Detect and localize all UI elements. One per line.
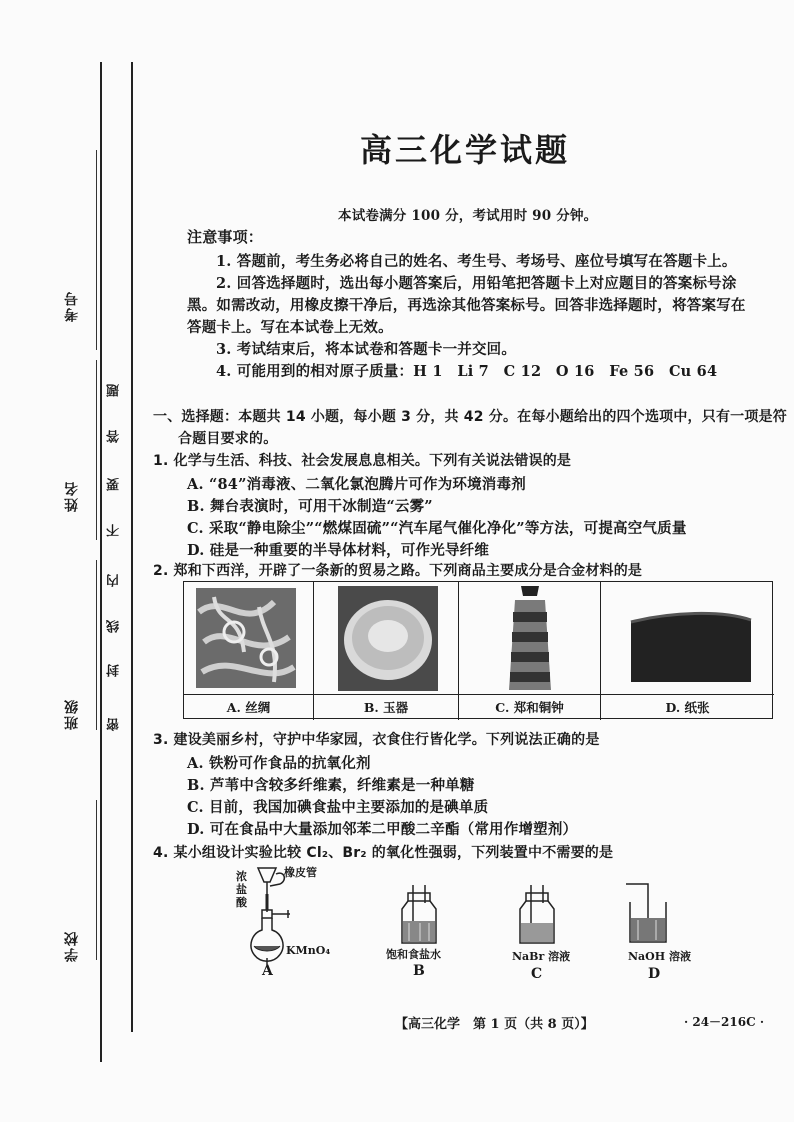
label-naoh-solution: NaOH 溶液 xyxy=(628,950,691,963)
note-2: 2. 回答选择题时，选出每小题答案后，用铅笔把答题卡上对应题目的答案标号涂 xyxy=(216,275,737,292)
jade-image xyxy=(314,582,459,695)
caption-apparatus-d: D xyxy=(648,966,661,982)
note-2-cont2: 答题卡上。写在本试卷上无效。 xyxy=(187,319,393,336)
section-heading-cont: 合题目要求的。 xyxy=(178,431,278,447)
page-title: 高三化学试题 xyxy=(359,131,570,169)
q4-stem: 4. 某小组设计实验比较 Cl₂、Br₂ 的氧化性强弱，下列装置中不需要的是 xyxy=(153,845,614,861)
exam-number-label: 考号 xyxy=(64,290,80,322)
label-kmno4: KMnO₄ xyxy=(286,944,331,957)
notes-heading: 注意事项： xyxy=(187,228,264,246)
q3-stem: 3. 建设美丽乡村，守护中华家园，衣食住行皆化学。下列说法正确的是 xyxy=(153,732,600,748)
class-underline xyxy=(96,560,97,730)
label-nabr-solution: NaBr 溶液 xyxy=(512,950,571,963)
seal-char-5: 不 xyxy=(107,524,122,537)
caption-b: B. 玉器 xyxy=(314,695,459,720)
label-conc-hcl: 浓盐酸 xyxy=(236,870,247,909)
paper-code: · 24－216C · xyxy=(684,1015,765,1029)
label-saturated-brine: 饱和食盐水 xyxy=(386,948,441,961)
q1-option-a: A. “84”消毒液、二氧化氯泡腾片可作为环境消毒剂 xyxy=(187,476,526,493)
note-3: 3. 考试结束后，将本试卷和答题卡一并交回。 xyxy=(216,341,517,358)
apparatus-d-diagram xyxy=(622,880,678,946)
q3-option-d: D. 可在食品中大量添加邻苯二甲酸二辛酯（常用作增塑剂） xyxy=(187,821,578,838)
note-4: 4. 可能用到的相对原子质量：H 1 Li 7 C 12 O 16 Fe 56 Cu 64 xyxy=(216,363,718,380)
seal-char-4: 内 xyxy=(107,574,122,587)
seal-char-8: 题 xyxy=(107,384,122,397)
q2-image-table xyxy=(183,581,773,719)
q1-option-d: D. 硅是一种重要的半导体材料，可作光导纤维 xyxy=(187,542,490,559)
seal-char-7: 答 xyxy=(107,430,122,443)
q3-option-c: C. 目前，我国加碘食盐中主要添加的是碘单质 xyxy=(187,799,489,816)
caption-apparatus-a: A xyxy=(262,963,273,979)
class-label: 班级 xyxy=(64,698,80,730)
q2-stem: 2. 郑和下西洋，开辟了一条新的贸易之路。下列商品主要成分是合金材料的是 xyxy=(153,563,643,579)
silk-image xyxy=(184,582,314,695)
q1-option-c: C. 采取“静电除尘”“燃煤固硫”“汽车尾气催化净化”等方法，可提高空气质量 xyxy=(187,520,687,537)
school-underline xyxy=(96,800,97,960)
seal-char-1: 密 xyxy=(107,718,122,731)
bell-image xyxy=(459,582,601,695)
q1-stem: 1. 化学与生活、科技、社会发展息息相关。下列有关说法错误的是 xyxy=(153,453,572,469)
intro-line: 本试卷满分 100 分，考试用时 90 分钟。 xyxy=(338,208,598,224)
name-underline xyxy=(96,360,97,540)
note-2-cont: 黑。如需改动，用橡皮擦干净后，再选涂其他答案标号。回答非选择题时，将答案写在 xyxy=(187,297,746,314)
caption-apparatus-c: C xyxy=(531,966,543,982)
q3-option-a: A. 铁粉可作食品的抗氧化剂 xyxy=(187,755,371,772)
paper-image xyxy=(601,582,774,695)
binding-line-left xyxy=(100,62,102,1062)
seal-char-6: 要 xyxy=(107,478,122,491)
q3-option-b: B. 芦苇中含较多纤维素，纤维素是一种单糖 xyxy=(187,777,475,794)
q1-option-b: B. 舞台表演时，可用干冰制造“云雾” xyxy=(187,498,433,515)
caption-a: A. 丝绸 xyxy=(184,695,314,720)
school-label: 学校 xyxy=(64,930,80,962)
apparatus-b-diagram xyxy=(396,883,442,947)
caption-d: D. 纸张 xyxy=(665,700,710,715)
seal-char-2: 封 xyxy=(107,664,122,677)
seal-char-3: 线 xyxy=(107,620,122,633)
page-footer: 【高三化学 第 1 页（共 8 页）】 xyxy=(395,1017,594,1032)
apparatus-c-diagram xyxy=(514,883,560,947)
binding-line-right xyxy=(131,62,133,1032)
label-rubber-tube: 橡皮管 xyxy=(284,866,317,879)
exam-number-underline xyxy=(96,150,97,350)
section-heading: 一、选择题：本题共 14 小题，每小题 3 分，共 42 分。在每小题给出的四个选项中，只有一项是符 xyxy=(153,409,787,425)
caption-c: C. 郑和铜钟 xyxy=(459,695,601,720)
caption-apparatus-b: B xyxy=(413,963,425,979)
name-label: 姓名 xyxy=(64,480,80,512)
note-1: 1. 答题前，考生务必将自己的姓名、考生号、考场号、座位号填写在答题卡上。 xyxy=(216,253,737,270)
